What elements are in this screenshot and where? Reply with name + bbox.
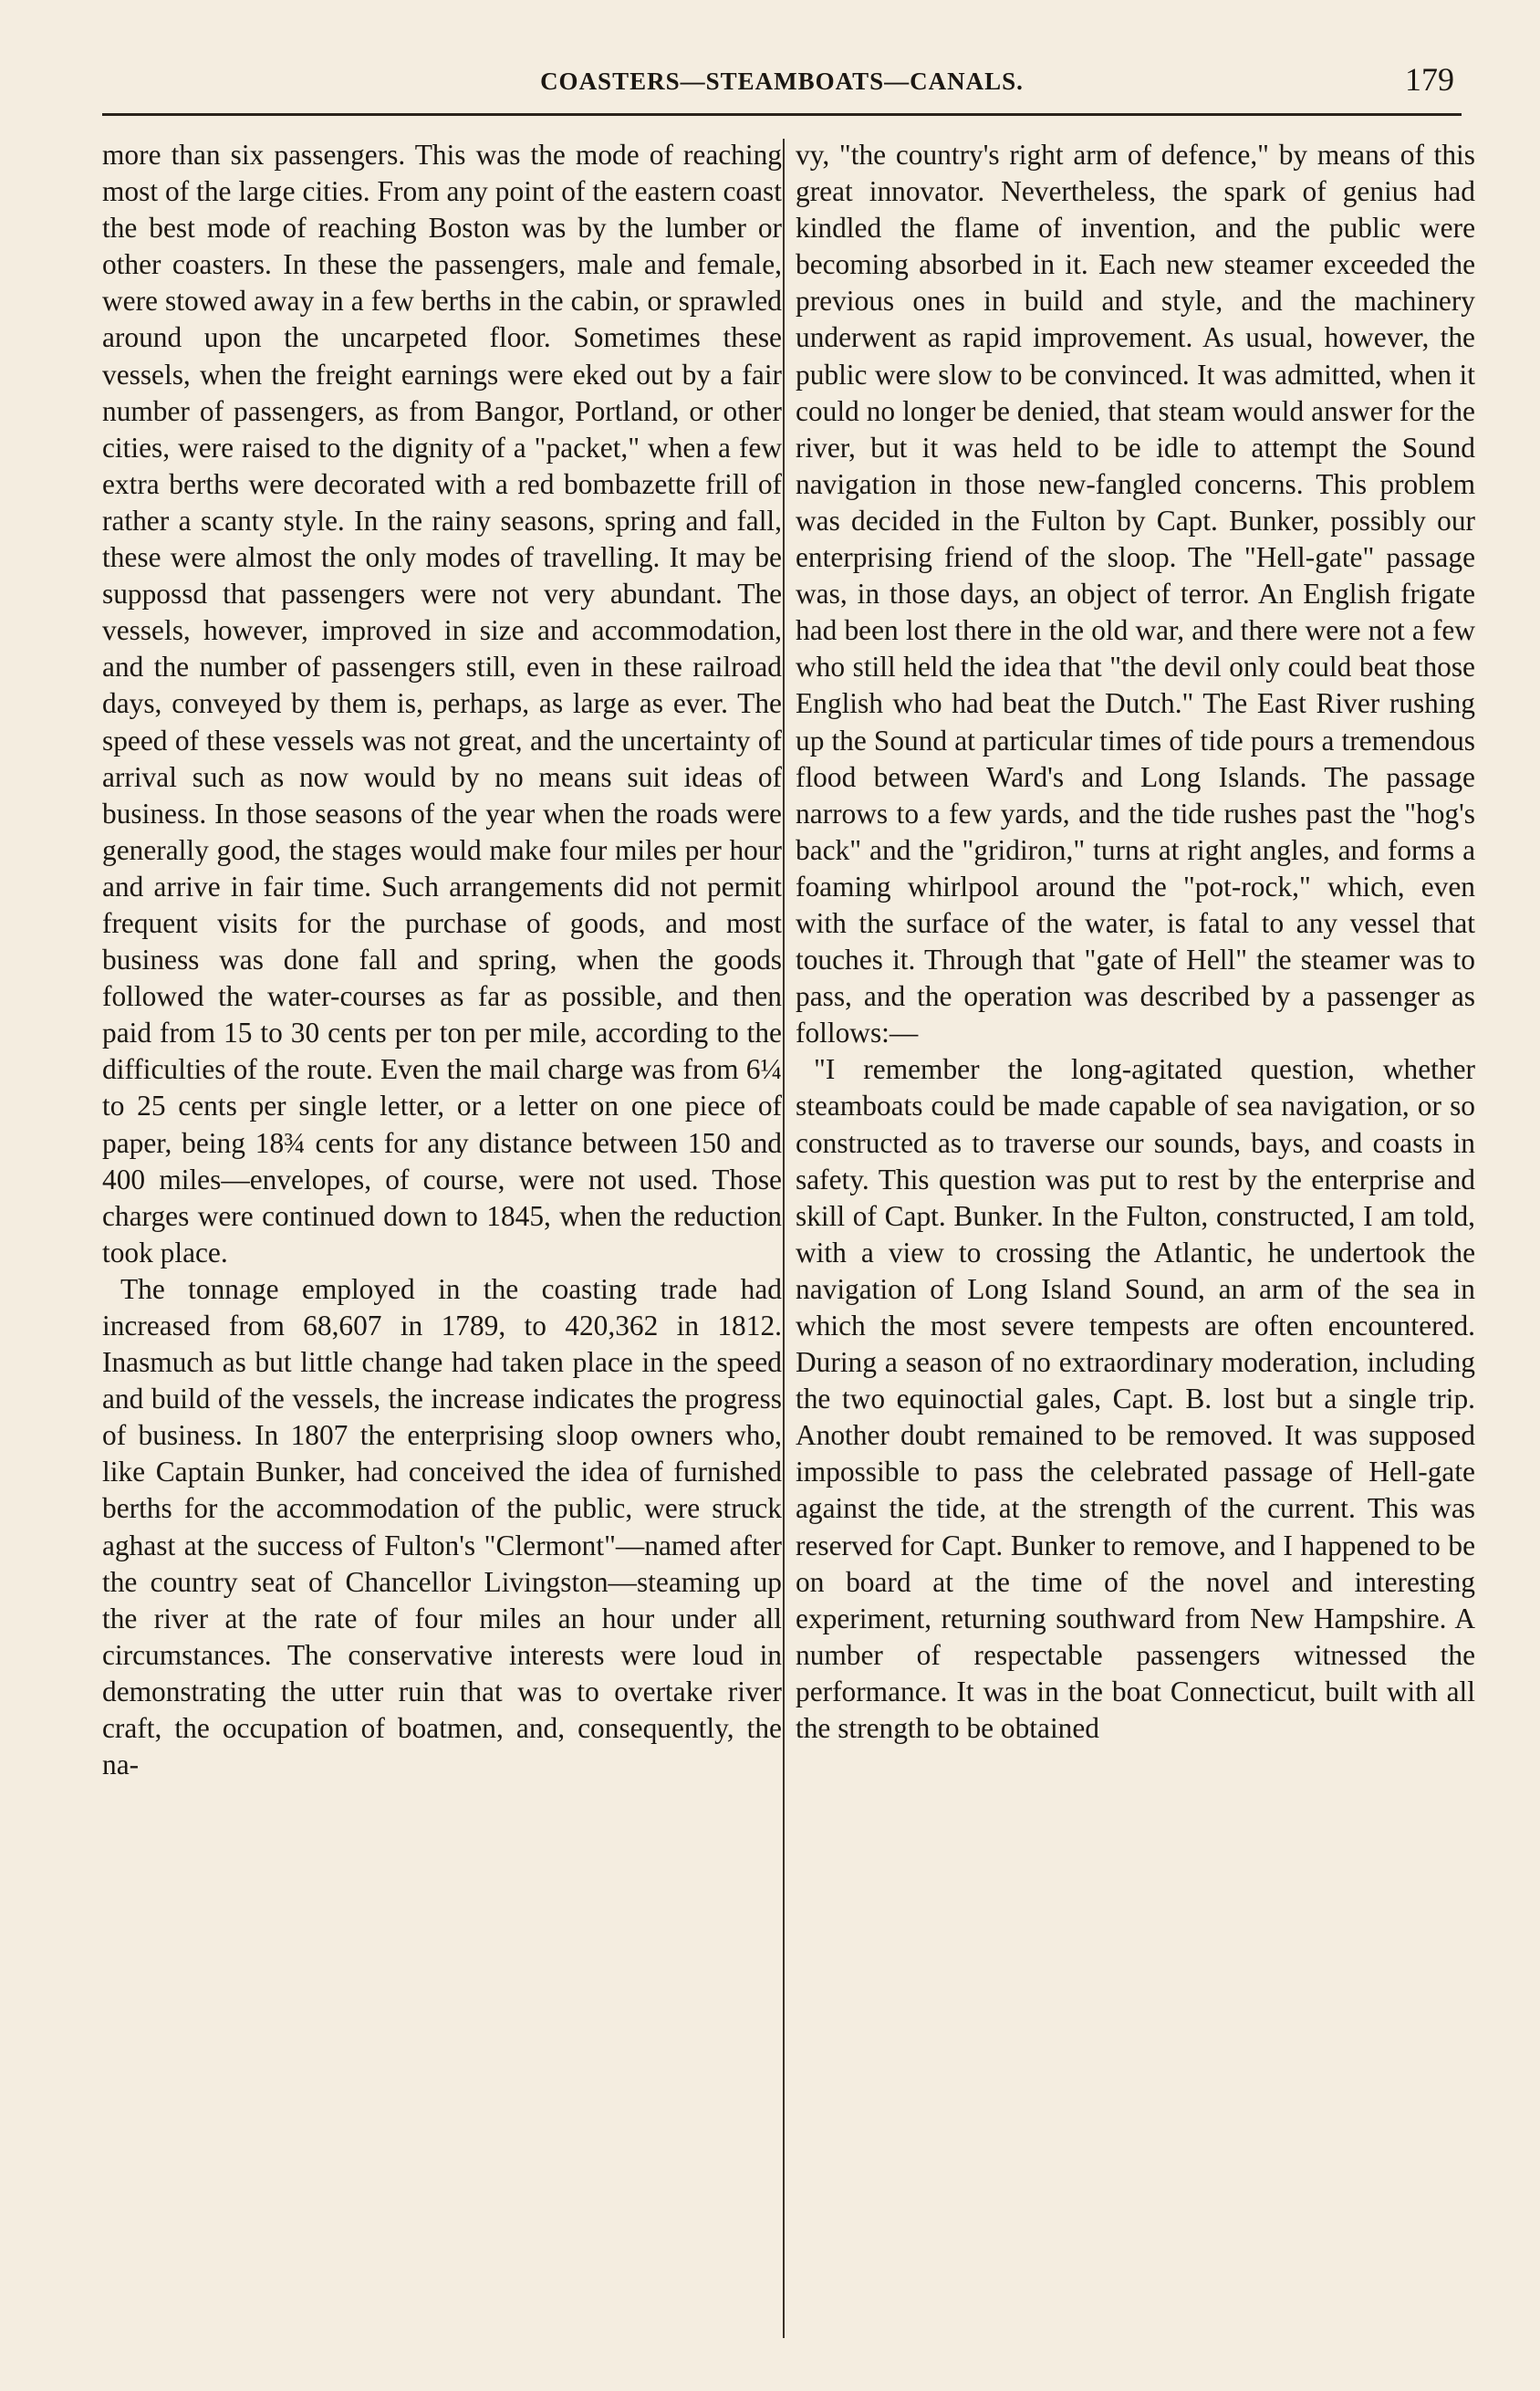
right-paragraph-1: vy, "the country's right arm of defence," by means of this great innovator. Nevertheless, the spark of genius had kindled the flame of invention, and the public were becoming absorbed in it. Each new steamer exceeded the previous ones in build and style, and the machinery underwent as rapid improvement. As usual, however, the public were slow to be convinced. It was admitted, when it could no longer be denied, that steam would answer for the river, but it was held to be idle to attempt the Sound navigation in those new-fangled concerns. This problem was decided in the Fulton by Capt. Bunker, possibly our enterprising friend of the sloop. The "Hell-gate" passage was, in those days, an object of terror. An English frigate had been lost there in the old war, and there were not a few who still held the idea that "the devil only could beat those English who had beat the Dutch." The East River rushing up the Sound at particular times of tide pours a tremendous flood between Ward's and Long Islands. The passage narrows to a few yards, and the tide rushes past the "hog's back" and the "gridiron," turns at right angles, and forms a foaming whirlpool around the "pot-rock," which, even with the surface of the water, is fatal to any vessel that touches it. Through that "gate of Hell" the steamer was to pass, and the operation was described by a passenger as follows:— xyxy=(796,139,1475,1049)
running-title: COASTERS—STEAMBOATS—CANALS. xyxy=(540,68,1024,95)
left-paragraph-1: more than six passengers. This was the mode of reaching most of the large cities. From any point of the eastern coast the best mode of reaching Boston was by the lumber or other coasters. In these the passengers, male and female, were stowed away in a few berths in the cabin, or sprawled around upon the uncarpeted floor. Sometimes these vessels, when the freight earnings were eked out by a fair number of passengers, as from Bangor, Portland, or other cities, were raised to the dignity of a "packet," when a few extra berths were decorated with a red bombazette frill of rather a scanty style. In the rainy seasons, spring and fall, these were almost the only modes of travelling. It may be suppossd that passengers were not very abundant. The vessels, however, improved in size and accommodation, and the number of passengers still, even in these railroad days, conveyed by them is, perhaps, as large as ever. The speed of these vessels was not great, and the uncertainty of arrival such as now would by no means suit ideas of business. In those seasons of the year when the roads were generally good, the stages would make four miles per hour and arrive in fair time. Such arrangements did not permit frequent visits for the purchase of goods, and most business was done fall and spring, when the goods followed the water-courses as far as possible, and then paid from 15 to 30 cents per ton per mile, according to the difficulties of the route. Even the mail charge was from 6¼ to 25 cents per single letter, or a letter on one piece of paper, being 18¾ cents for any distance between 150 and 400 miles—envelopes, of course, were not used. Those charges were continued down to 1845, when the reduction took place. xyxy=(102,139,782,1269)
left-paragraph-2: The tonnage employed in the coasting trade had increased from 68,607 in 1789, to 420,362 in 1812. Inasmuch as but little change had taken place in the speed and build of the vessels, the increase indicates the progress of business. In 1807 the enterprising sloop owners who, like Captain Bunker, had conceived the idea of furnished berths for the accommodation of the public, were struck aghast at the success of Fulton's "Clermont"—named after the country seat of Chancellor Livingston—steaming up the river at the rate of four miles an hour under all circumstances. The conservative interests were loud in demonstrating the utter ruin that was to overtake river craft, the occupation of boatmen, and, consequently, the na- xyxy=(102,1272,782,1781)
right-column xyxy=(796,137,1475,2345)
right-paragraph-2: "I remember the long-agitated question, whether steamboats could be made capable of sea navigation, or so constructed as to traverse our sounds, bays, and coasts in safety. This question was put to rest by the enterprise and skill of Capt. Bunker. In the Fulton, constructed, I am told, with a view to crossing the Atlantic, he undertook the navigation of Long Island Sound, an arm of the sea in which the most severe tempests are often encountered. During a season of no extraordinary moderation, including the two equinoctial gales, Capt. B. lost but a single trip. Another doubt remained to be removed. It was supposed impossible to pass the celebrated passage of Hell-gate against the tide, at the strength of the current. This was reserved for Capt. Bunker to remove, and I happened to be on board at the time of the novel and interesting experiment, returning southward from New Hampshire. A number of respectable passengers witnessed the performance. It was in the boat Connecticut, built with all the strength to be obtained xyxy=(796,1053,1475,1745)
page-header xyxy=(102,58,1462,104)
header-rule xyxy=(102,113,1462,116)
page-number: 179 xyxy=(1405,61,1454,98)
column-divider xyxy=(783,139,785,2338)
left-column xyxy=(102,137,782,2345)
